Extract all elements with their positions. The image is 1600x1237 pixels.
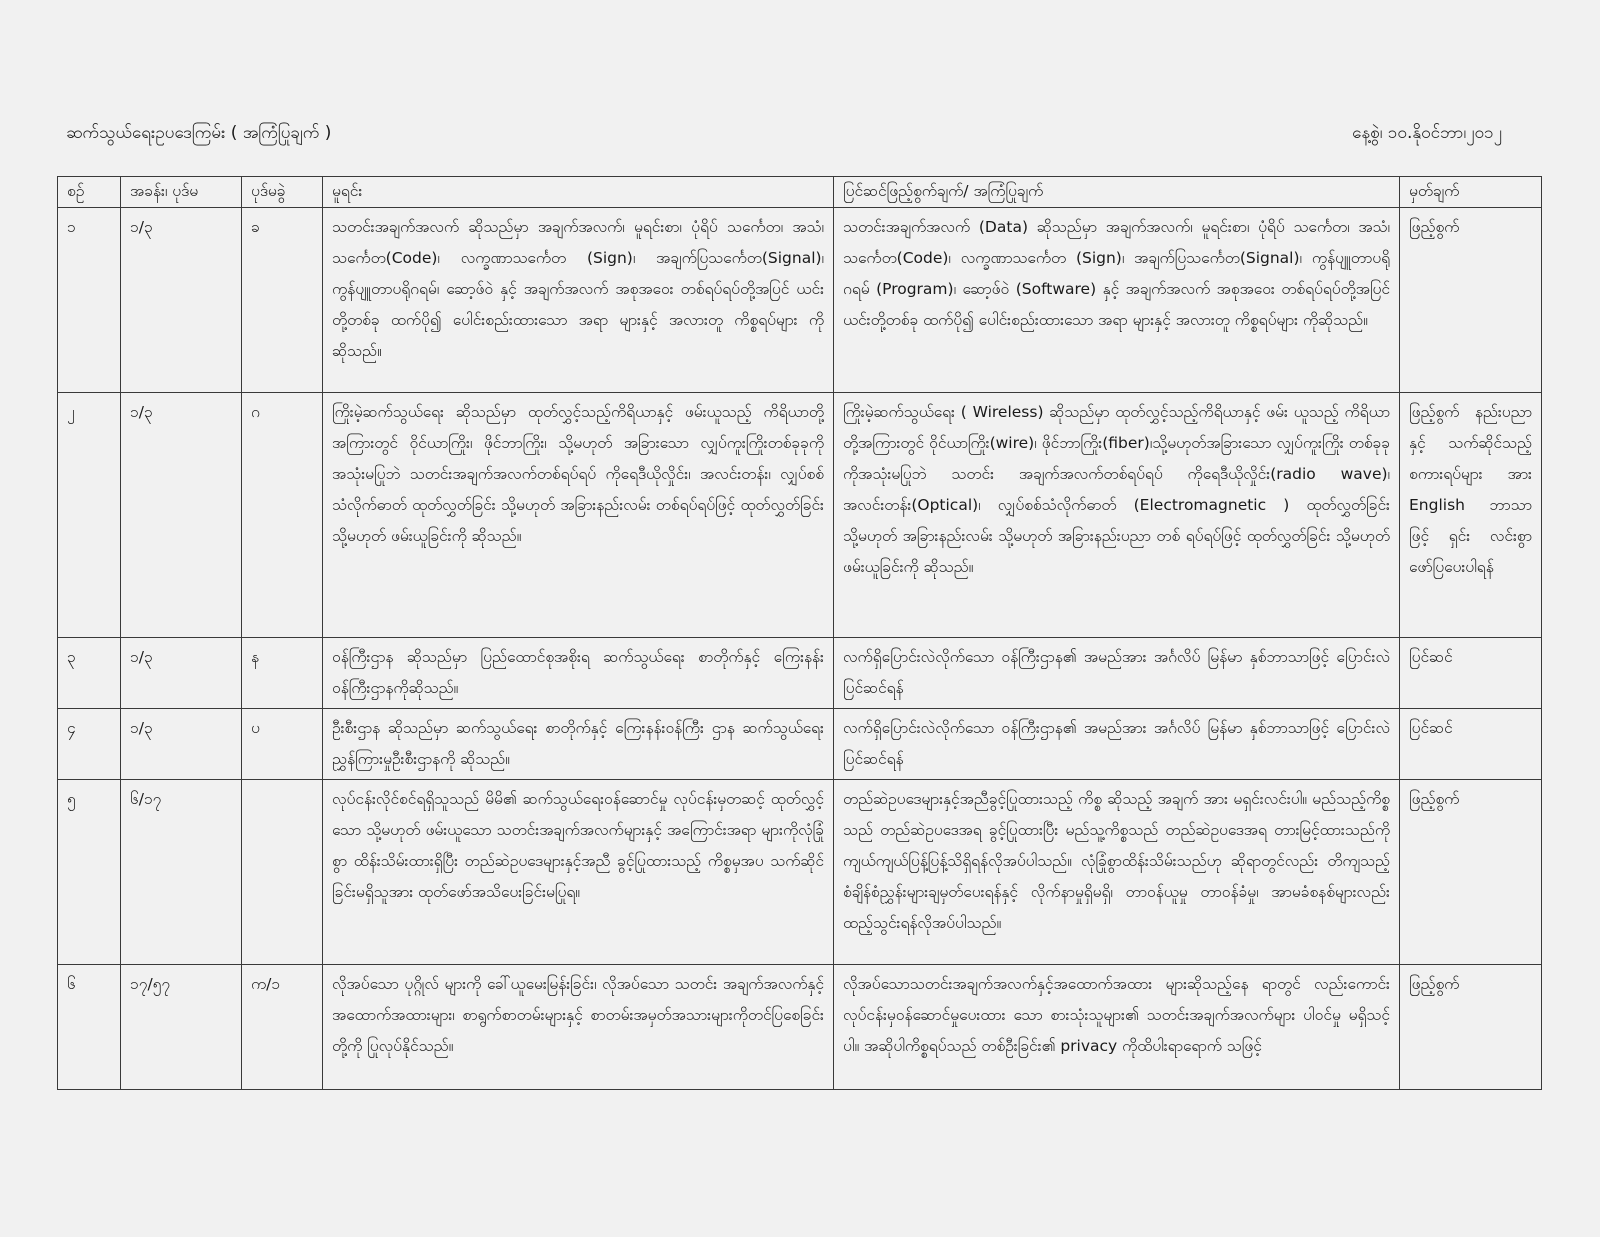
table-row: [58, 638, 1542, 709]
column-header-subsection: ပုဒ်မခွဲ: [242, 177, 323, 208]
cell-remark: ပြင်ဆင်: [1400, 709, 1542, 780]
cell-section: ၁/၃: [121, 638, 242, 709]
page-header: [66, 122, 1502, 152]
table-header-row: [58, 177, 1542, 208]
cell-amendment: တည်ဆဲဥပဒေများနှင့်အညီခွင့်ပြုထားသည့် ကိစ္စ ဆိုသည့် အချက် အား မရှင်းလင်းပါ။ မည်သည့်ကိစ္စသည် တည်ဆဲဥပဒေအရ ခွင့်ပြုထားပြီး မည်သူ့ကိစ္စသည် တည်ဆဲဥပဒေအရ တားမြင့်ထားသည်ကို ကျယ်ကျယ်ပြန့်ပြန့်သိရှိရန်လိုအပ်ပါသည်။ လုံခြုံစွာထိန်းသိမ်းသည်ဟု ဆိုရာတွင်လည်း တိကျသည့်စံချိန်စံညွှန်းများချမှတ်ပေးရန်နှင့် လိုက်နာမှုရှိမရှိ၊ တာဝန်ယူမှု တာဝန်ခံမှု၊ အာမခံစနစ်များလည်းထည့်သွင်းရန်လိုအပ်ပါသည်။: [834, 780, 1400, 965]
cell-original: လုပ်ငန်းလိုင်စင်ရရှိသူသည် မိမိ၏ ဆက်သွယ်ရေးဝန်ဆောင်မှု လုပ်ငန်းမှတဆင့် ထုတ်လွှင့်သော သို့မဟုတ် ဖမ်းယူသော သတင်းအချက်အလက်များနှင့် အကြောင်းအရာ များကိုလုံခြုံစွာ ထိန်းသိမ်းထားရှိပြီး တည်ဆဲဥပဒေများနှင့်အညီ ခွင့်ပြုထားသည့် ကိစ္စမှအပ သက်ဆိုင်ခြင်းမရှိသူအား ထုတ်ဖော်အသိပေးခြင်းမပြုရ။: [323, 780, 834, 965]
cell-section: ၁/၃: [121, 208, 242, 393]
cell-no: ၃: [58, 638, 121, 709]
column-header-no: စဉ်: [58, 177, 121, 208]
cell-subsection: ခ: [242, 208, 323, 393]
cell-no: ၂: [58, 393, 121, 638]
table-row: [58, 709, 1542, 780]
column-header-amendment: ပြင်ဆင်ဖြည့်စွက်ချက်/ အကြံပြုချက်: [834, 177, 1400, 208]
document-title: ဆက်သွယ်ရေးဥပဒေကြမ်း ( အကြံပြုချက် ): [66, 123, 332, 143]
cell-no: ၄: [58, 709, 121, 780]
cell-section: ၁၇/၅၇: [121, 965, 242, 1090]
cell-subsection: က/၁: [242, 965, 323, 1090]
cell-original: သတင်းအချက်အလက် ဆိုသည်မှာ အချက်အလက်၊ မူရင်းစာ၊ ပုံရိပ် သင်္ကေတ၊ အသံ၊ သင်္ကေတ(Code)၊ လက္ခဏာသင်္ကေတ (Sign)၊ အချက်ပြသင်္ကေတ(Signal)၊ ကွန်ပျူတာပရိုဂရမ်၊ ဆော့ဖ်ဝဲ နှင့် အချက်အလက် အစုအဝေး တစ်ရပ်ရပ်တို့အပြင် ယင်းတို့တစ်ခု ထက်ပို၍ ပေါင်းစည်းထားသော အရာ များနှင့် အလားတူ ကိစ္စရပ်များ ကိုဆိုသည်။: [323, 208, 834, 393]
cell-remark: ဖြည့်စွက်: [1400, 208, 1542, 393]
cell-subsection: ဂ: [242, 393, 323, 638]
cell-amendment: လက်ရှိပြောင်းလဲလိုက်သော ဝန်ကြီးဌာန၏ အမည်အား အင်္ဂလိပ် မြန်မာ နှစ်ဘာသာဖြင့် ပြောင်းလဲပြင်ဆင်ရန်: [834, 638, 1400, 709]
cell-no: ၁: [58, 208, 121, 393]
column-header-original: မူရင်း: [323, 177, 834, 208]
cell-subsection: ပ: [242, 709, 323, 780]
cell-remark: ပြင်ဆင်: [1400, 638, 1542, 709]
cell-remark: ဖြည့်စွက်: [1400, 780, 1542, 965]
cell-section: ၁/၃: [121, 393, 242, 638]
cell-original: ကြိုးမဲ့ဆက်သွယ်ရေး ဆိုသည်မှာ ထုတ်လွှင့်သည့်ကိရိယာနှင့် ဖမ်းယူသည့် ကိရိယာတို့အကြားတွင် ဝိုင်ယာကြိုး၊ ဖိုင်ဘာကြိုး၊ သို့မဟုတ် အခြားသော လျှပ်ကူးကြိုးတစ်ခုခုကိုအသုံးမပြုဘဲ သတင်းအချက်အလက်တစ်ရပ်ရပ် ကိုရေဒီယိုလှိုင်း၊ အလင်းတန်း၊ လျှပ်စစ်သံလိုက်ဓာတ် ထုတ်လွှတ်ခြင်း သို့မဟုတ် အခြားနည်းလမ်း တစ်ရပ်ရပ်ဖြင့် ထုတ်လွှတ်ခြင်း သို့မဟုတ် ဖမ်းယူခြင်းကို ဆိုသည်။: [323, 393, 834, 638]
amendments-table: [57, 176, 1542, 1090]
cell-section: ၁/၃: [121, 709, 242, 780]
cell-amendment: လက်ရှိပြောင်းလဲလိုက်သော ဝန်ကြီးဌာန၏ အမည်အား အင်္ဂလိပ် မြန်မာ နှစ်ဘာသာဖြင့် ပြောင်းလဲပြင်ဆင်ရန်: [834, 709, 1400, 780]
table-row: [58, 780, 1542, 965]
cell-amendment: လိုအပ်သောသတင်းအချက်အလက်နှင့်အထောက်အထား များဆိုသည့်နေ ရာတွင် လည်းကောင်း လုပ်ငန်းမှဝန်ဆောင်မှုပေးထား သော စားသုံးသူများ၏ သတင်းအချက်အလက်များ ပါဝင်မှု မရှိသင့်ပါ။ အဆိုပါကိစ္စရပ်သည် တစ်ဦးခြင်း၏ privacy ကိုထိပါးရာရောက် သဖြင့်: [834, 965, 1400, 1090]
cell-amendment: သတင်းအချက်အလက် (Data) ဆိုသည်မှာ အချက်အလက်၊ မူရင်းစာ၊ ပုံရိပ် သင်္ကေတ၊ အသံ၊ သင်္ကေတ(Code)၊ လက္ခဏာသင်္ကေတ (Sign)၊ အချက်ပြသင်္ကေတ(Signal)၊ ကွန်ပျူတာပရိုဂရမ် (Program)၊ ဆော့ဖ်ဝဲ (Software) နှင့် အချက်အလက် အစုအဝေး တစ်ရပ်ရပ်တို့အပြင် ယင်းတို့တစ်ခု ထက်ပို၍ ပေါင်းစည်းထားသော အရာ များနှင့် အလားတူ ကိစ္စရပ်များ ကိုဆိုသည်။: [834, 208, 1400, 393]
cell-remark: ဖြည့်စွက် နည်းပညာ နှင့် သက်ဆိုင်သည့် စကားရပ်များ အား English ဘာသာ ဖြင့် ရှင်း လင်းစွာ ဖော်ပြပေးပါရန်: [1400, 393, 1542, 638]
document-date: နေ့စွဲ၊ ၁၀.နိုဝင်ဘာ၊၂၀၁၂: [1352, 123, 1502, 143]
column-header-remark: မှတ်ချက်: [1400, 177, 1542, 208]
table-row: [58, 965, 1542, 1090]
table-row: [58, 393, 1542, 638]
cell-subsection: [242, 780, 323, 965]
cell-amendment: ကြိုးမဲ့ဆက်သွယ်ရေး ( Wireless) ဆိုသည်မှာ ထုတ်လွှင့်သည့်ကိရိယာနှင့် ဖမ်း ယူသည့် ကိရိယာတို့အကြားတွင် ဝိုင်ယာကြိုး(wire)၊ ဖိုင်ဘာကြိုး(fiber)၊သို့မဟုတ်အခြားသော လျှပ်ကူးကြိုး တစ်ခုခုကိုအသုံးမပြုဘဲ သတင်း အချက်အလက်တစ်ရပ်ရပ် ကိုရေဒီယိုလှိုင်း(radio wave)၊ အလင်းတန်း(Optical)၊ လျှပ်စစ်သံလိုက်ဓာတ် (Electromagnetic ) ထုတ်လွှတ်ခြင်း သို့မဟုတ် အခြားနည်းလမ်း သို့မဟုတ် အခြားနည်းပညာ တစ် ရပ်ရပ်ဖြင့် ထုတ်လွှတ်ခြင်း သို့မဟုတ် ဖမ်းယူခြင်းကို ဆိုသည်။: [834, 393, 1400, 638]
cell-no: ၆: [58, 965, 121, 1090]
cell-no: ၅: [58, 780, 121, 965]
cell-section: ၆/၁၇: [121, 780, 242, 965]
cell-subsection: န: [242, 638, 323, 709]
cell-original: ဦးစီးဌာန ဆိုသည်မှာ ဆက်သွယ်ရေး စာတိုက်နှင့် ကြေးနန်းဝန်ကြီး ဌာန ဆက်သွယ်ရေးညွှန်ကြားမှုဦးစီးဌာနကို ဆိုသည်။: [323, 709, 834, 780]
cell-remark: ဖြည့်စွက်: [1400, 965, 1542, 1090]
cell-original: လိုအပ်သော ပုဂ္ဂိုလ် များကို ခေါ်ယူမေးမြန်းခြင်း၊ လိုအပ်သော သတင်း အချက်အလက်နှင့် အထောက်အထားများ၊ စာရွက်စာတမ်းများနှင့် စာတမ်းအမှတ်အသားများကိုတင်ပြစေခြင်း တို့ကို ပြုလုပ်နိုင်သည်။: [323, 965, 834, 1090]
cell-original: ဝန်ကြီးဌာန ဆိုသည်မှာ ပြည်ထောင်စုအစိုးရ ဆက်သွယ်ရေး စာတိုက်နှင့် ကြေးနန်းဝန်ကြီးဌာနကိုဆိုသည်။: [323, 638, 834, 709]
column-header-section: အခန်း၊ ပုဒ်မ: [121, 177, 242, 208]
table-row: [58, 208, 1542, 393]
